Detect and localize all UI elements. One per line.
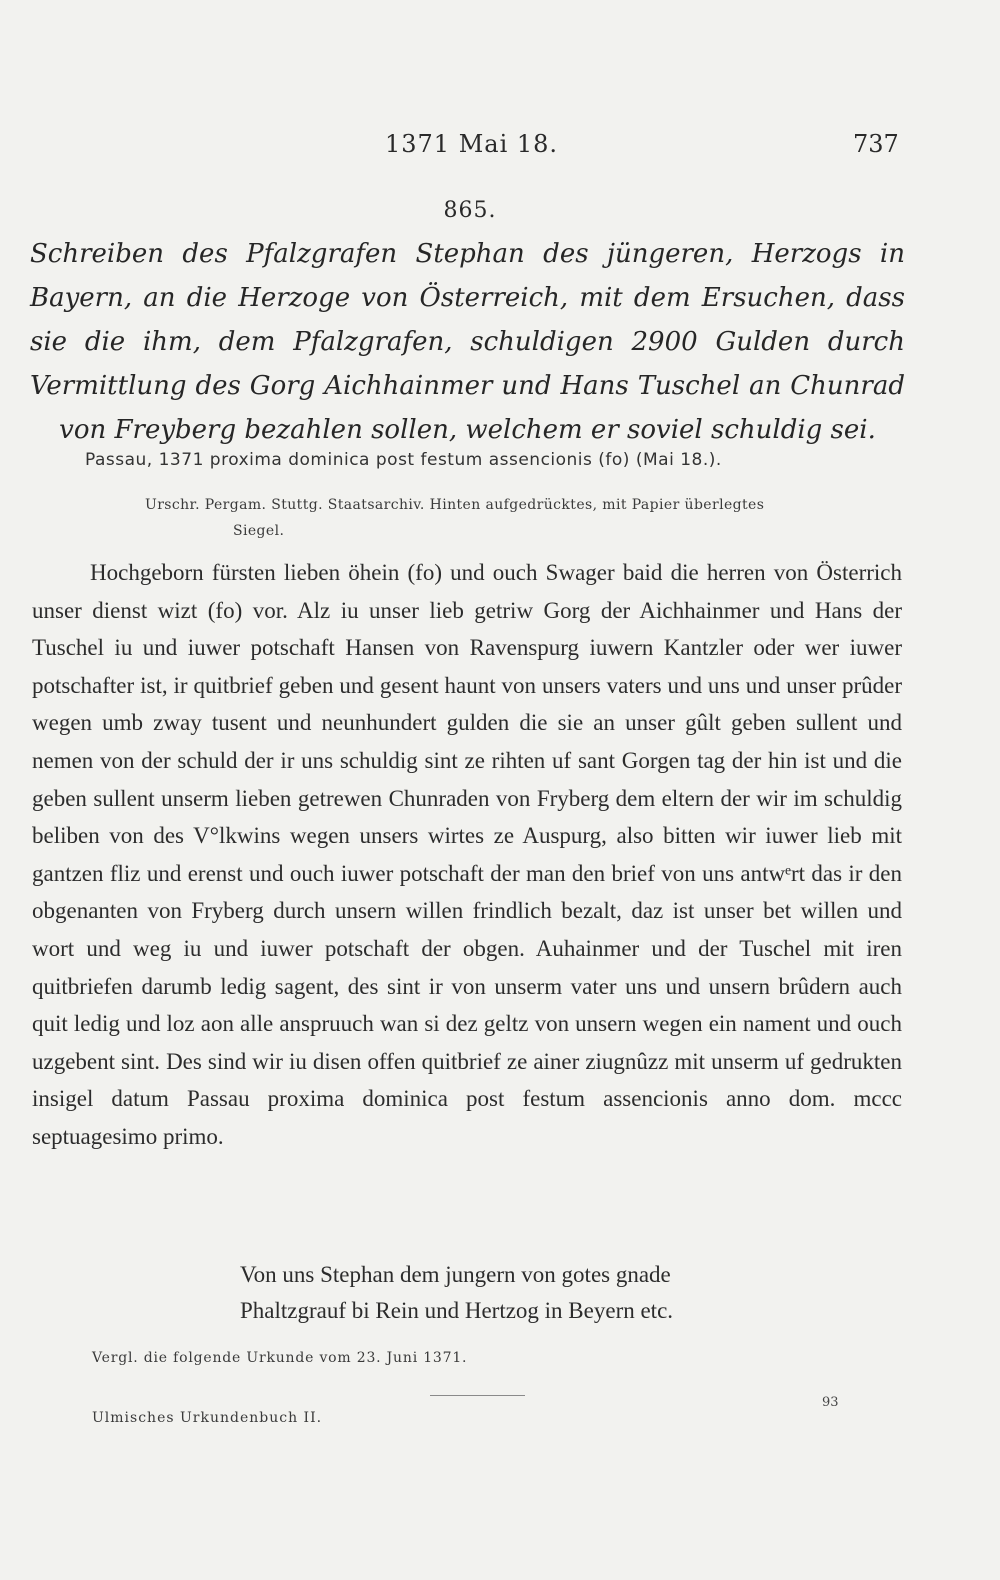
page-number: 737 bbox=[853, 130, 899, 158]
document-text-content: Hochgeborn fürsten lieben öhein (fo) und ouch Swager baid die herren von Österrich unser dienst wizt (fo) vor. Alz iu unser lieb getriw Gorg der Aichhainmer und Hans der Tuschel iu und iuwer potschaft Hansen von Ravenspurg iuwern Kantzler oder wer iuwer potschafter ist, ir quitbrief geben und gesent haunt von unsers vaters und uns und unser prûder wegen umb zway tusent und neunhundert gulden die sie an unser gûlt geben sullent und nemen von der schuld der ir uns schuldig sint ze rihten uf sant Gorgen tag der hin ist und die geben sullent unserm lieben getrewen Chunraden von Fryberg dem eltern der wir im schuldig beliben von des V°lkwins wegen unsers wirtes ze Auspurg, also bitten wir iuwer lieb mit gantzen fliz und erenst und ouch iuwer potschaft der man den brief von uns antwᵉrt das ir den obgenanten von Fryberg durch unsern willen frindlich bezalt, daz ist unser bet willen und wort und weg iu und iuwer potschaft der obgen. Auhainmer und der Tuschel mit iren quitbriefen darumb ledig sagent, des sint ir von unserm vater uns und unsern brûdern auch quit ledig und loz aon alle anspruuch wan si dez geltz von unsern wegen ein nament und ouch uzgebent sint. Des sind wir iu disen offen quitbrief ze ainer ziugnûzz mit unserm uf gedrukten insigel datum Passau proxima dominica post festum assencionis anno dom. mccc septuagesimo primo. bbox=[32, 560, 902, 1149]
document-number: 865. bbox=[443, 198, 497, 223]
provenance-note bbox=[145, 492, 895, 544]
signature-line-1: Von uns Stephan dem jungern von gotes gnade bbox=[240, 1262, 671, 1287]
signature-line-2: Phaltzgrauf bi Rein und Hertzog in Beyern etc. bbox=[240, 1298, 674, 1323]
reference-note: Vergl. die folgende Urkunde vom 23. Juni 1371. bbox=[92, 1350, 468, 1366]
provenance-line-2: Siegel. bbox=[233, 523, 285, 539]
provenance-line-1: Urschr. Pergam. Stuttg. Staatsarchiv. Hinten aufgedrücktes, mit Papier überlegtes bbox=[145, 497, 765, 513]
running-head bbox=[0, 130, 1000, 170]
footer-rule bbox=[430, 1395, 525, 1396]
dating-line: Passau, 1371 proxima dominica post festum assencionis (fo) (Mai 18.). bbox=[85, 450, 722, 470]
running-head-date: 1371 Mai 18. bbox=[385, 130, 559, 158]
regest-heading: Schreiben des Pfalzgrafen Stephan des jüngeren, Herzogs in Bayern, an die Herzoge von Österreich, mit dem Ersuchen, dass sie die ihm, dem Pfalzgrafen, schuldigen 2900 Gulden durch Vermittlung des Gorg Aichhainmer und Hans Tuschel an Chunrad von Freyberg bezahlen sollen, welchem er soviel schuldig sei. bbox=[30, 239, 905, 445]
book-title: Ulmisches Urkundenbuch II. bbox=[92, 1410, 323, 1426]
document-text bbox=[32, 554, 902, 1156]
printer-signature-mark: 93 bbox=[822, 1395, 839, 1410]
